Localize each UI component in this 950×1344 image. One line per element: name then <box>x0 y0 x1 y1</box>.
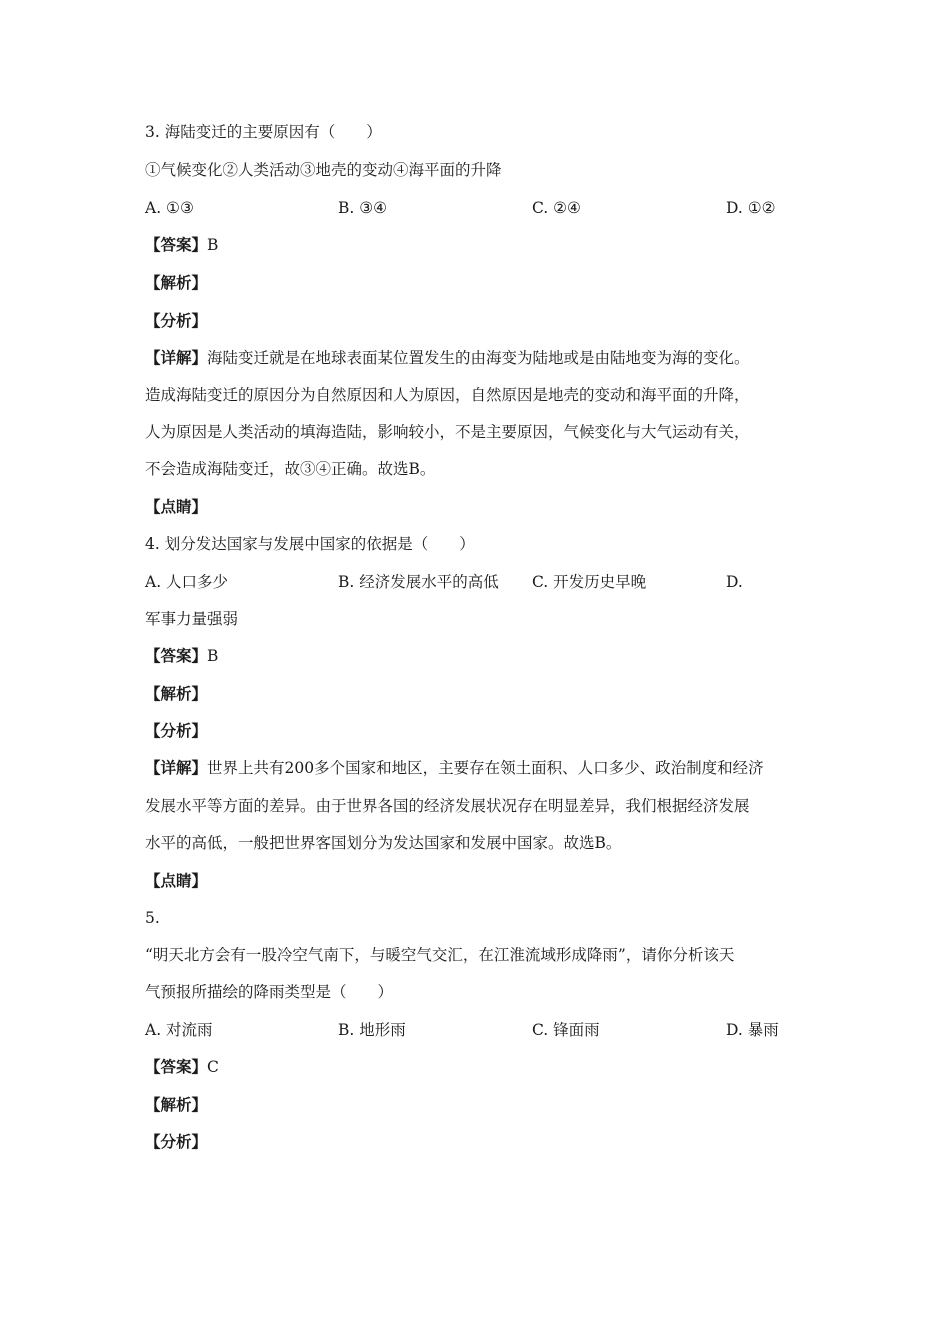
q3-answer-tag: 【答案】 <box>145 235 208 254</box>
q3-detail-text-1: 海陆变迁就是在地球表面某位置发生的由海变为陆地或是由陆地变为海的变化。 <box>207 349 750 367</box>
q4-detail-line-2: 发展水平等方面的差异。由于世界各国的经济发展状况存在明显差异，我们根据经济发展 <box>145 797 750 815</box>
q3-detail-line-2: 造成海陆变迁的原因分为自然原因和人为原因，自然原因是地壳的变动和海平面的升降， <box>145 386 750 404</box>
q3-detail-line-1 <box>145 348 750 368</box>
q4-jiexi: 【解析】 <box>145 684 208 703</box>
q4-answer-tag: 【答案】 <box>145 646 208 665</box>
q4-answer <box>145 646 218 666</box>
q3-stem: 3. 海陆变迁的主要原因有（ ） <box>145 123 382 141</box>
q5-stem-line-1: “明天北方会有一股冷空气南下，与暖空气交汇，在江淮流域形成降雨”，请你分析该天 <box>145 946 735 964</box>
q5-answer-tag: 【答案】 <box>145 1057 208 1076</box>
q5-option-d: D. 暴雨 <box>726 1021 779 1039</box>
q3-detail-line-3: 人为原因是人类活动的填海造陆，影响较小，不是主要原因，气候变化与大气运动有关， <box>145 423 750 441</box>
q3-detail-tag: 【详解】 <box>145 348 208 367</box>
q4-option-d-text: 军事力量强弱 <box>145 610 239 628</box>
q4-option-d: D. <box>726 573 743 591</box>
q5-option-c: C. 锋面雨 <box>532 1021 600 1039</box>
q3-answer <box>145 235 218 255</box>
q3-items: ①气候变化②人类活动③地壳的变动④海平面的升降 <box>145 161 502 179</box>
q4-option-c: C. 开发历史早晚 <box>532 573 647 591</box>
q5-jiexi: 【解析】 <box>145 1095 208 1114</box>
q3-detail-line-4: 不会造成海陆变迁，故③④正确。故选B。 <box>145 460 436 478</box>
q3-jiexi: 【解析】 <box>145 273 208 292</box>
q3-option-b: B. ③④ <box>338 199 388 217</box>
q4-stem: 4. 划分发达国家与发展中国家的依据是（ ） <box>145 535 475 553</box>
q4-detail-line-3: 水平的高低，一般把世界客国划分为发达国家和发展中国家。故选B。 <box>145 834 622 852</box>
q4-detail-tag: 【详解】 <box>145 758 208 777</box>
q5-option-a: A. 对流雨 <box>145 1021 213 1039</box>
q3-fenxi: 【分析】 <box>145 311 208 330</box>
q3-dianjing: 【点睛】 <box>145 497 208 516</box>
q5-answer-value: C <box>207 1058 219 1076</box>
q4-option-b: B. 经济发展水平的高低 <box>338 573 499 591</box>
q5-number: 5. <box>145 909 160 927</box>
q4-dianjing: 【点睛】 <box>145 871 208 890</box>
q5-stem-line-2: 气预报所描绘的降雨类型是（ ） <box>145 983 394 1001</box>
q4-fenxi: 【分析】 <box>145 721 208 740</box>
q5-answer <box>145 1057 219 1077</box>
q5-fenxi: 【分析】 <box>145 1132 208 1151</box>
q4-detail-line-1 <box>145 758 764 778</box>
q4-answer-value: B <box>207 647 219 665</box>
q4-detail-text-1: 世界上共有200多个国家和地区，主要存在领土面积、人口多少、政治制度和经济 <box>207 759 764 777</box>
q4-option-a: A. 人口多少 <box>145 573 229 591</box>
q3-option-a: A. ①③ <box>145 199 194 217</box>
q3-option-c: C. ②④ <box>532 199 581 217</box>
q3-option-d: D. ①② <box>726 199 776 217</box>
q3-answer-value: B <box>207 236 219 254</box>
q5-option-b: B. 地形雨 <box>338 1021 406 1039</box>
